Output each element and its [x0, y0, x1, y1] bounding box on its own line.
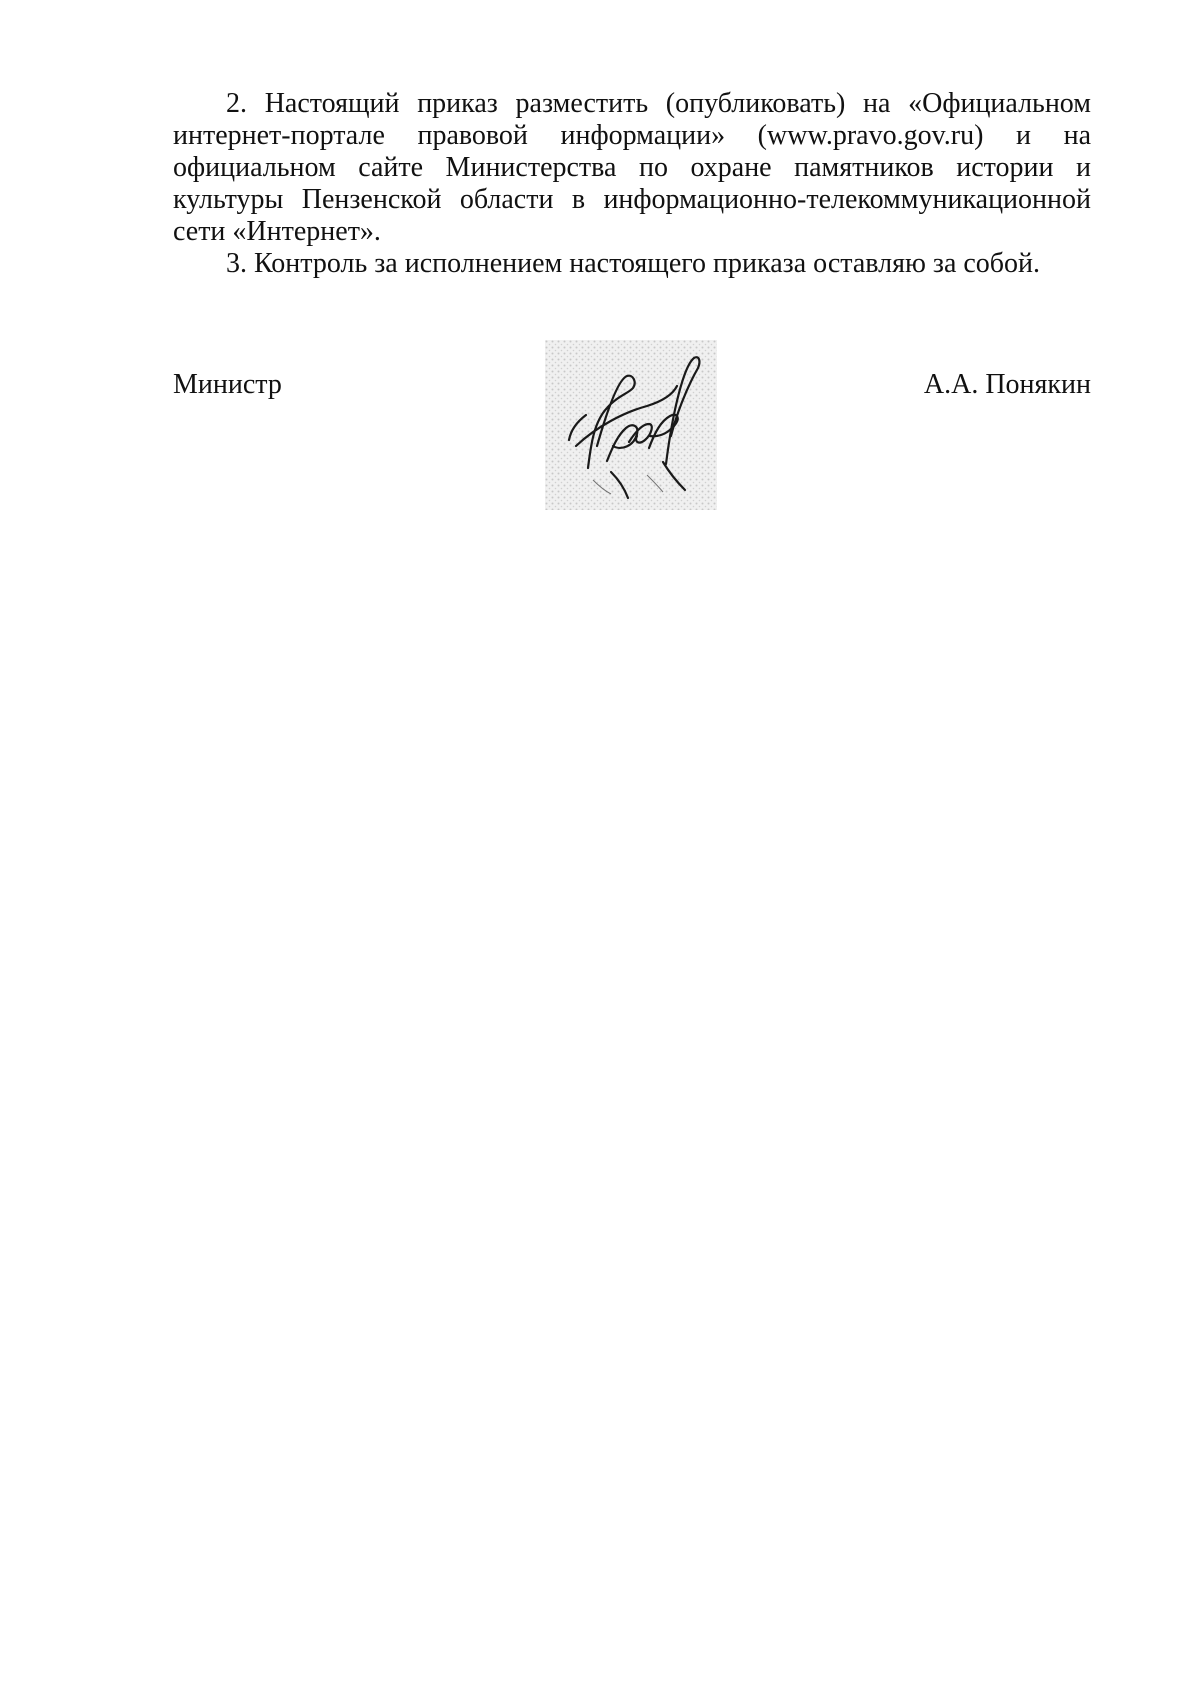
- document-body: [173, 88, 1091, 280]
- handwritten-signature: [545, 340, 717, 510]
- signature-block: [173, 340, 1091, 510]
- signatory-title: Министр: [173, 369, 282, 400]
- paragraph-control: 3. Контроль за исполнением настоящего приказа оставляю за собой.: [226, 248, 1041, 279]
- signatory-name: А.А. Понякин: [923, 369, 1091, 400]
- paragraph-publication: 2. Настоящий приказ разместить (опубликовать) на «Официальном интернет-портале правовой информации» (www.pravo.gov.ru) и на официальном сайте Министерства по охране памятников истории и культуры Пензенской области в информационно-телекоммуникационной сети «Интернет».: [173, 88, 1091, 247]
